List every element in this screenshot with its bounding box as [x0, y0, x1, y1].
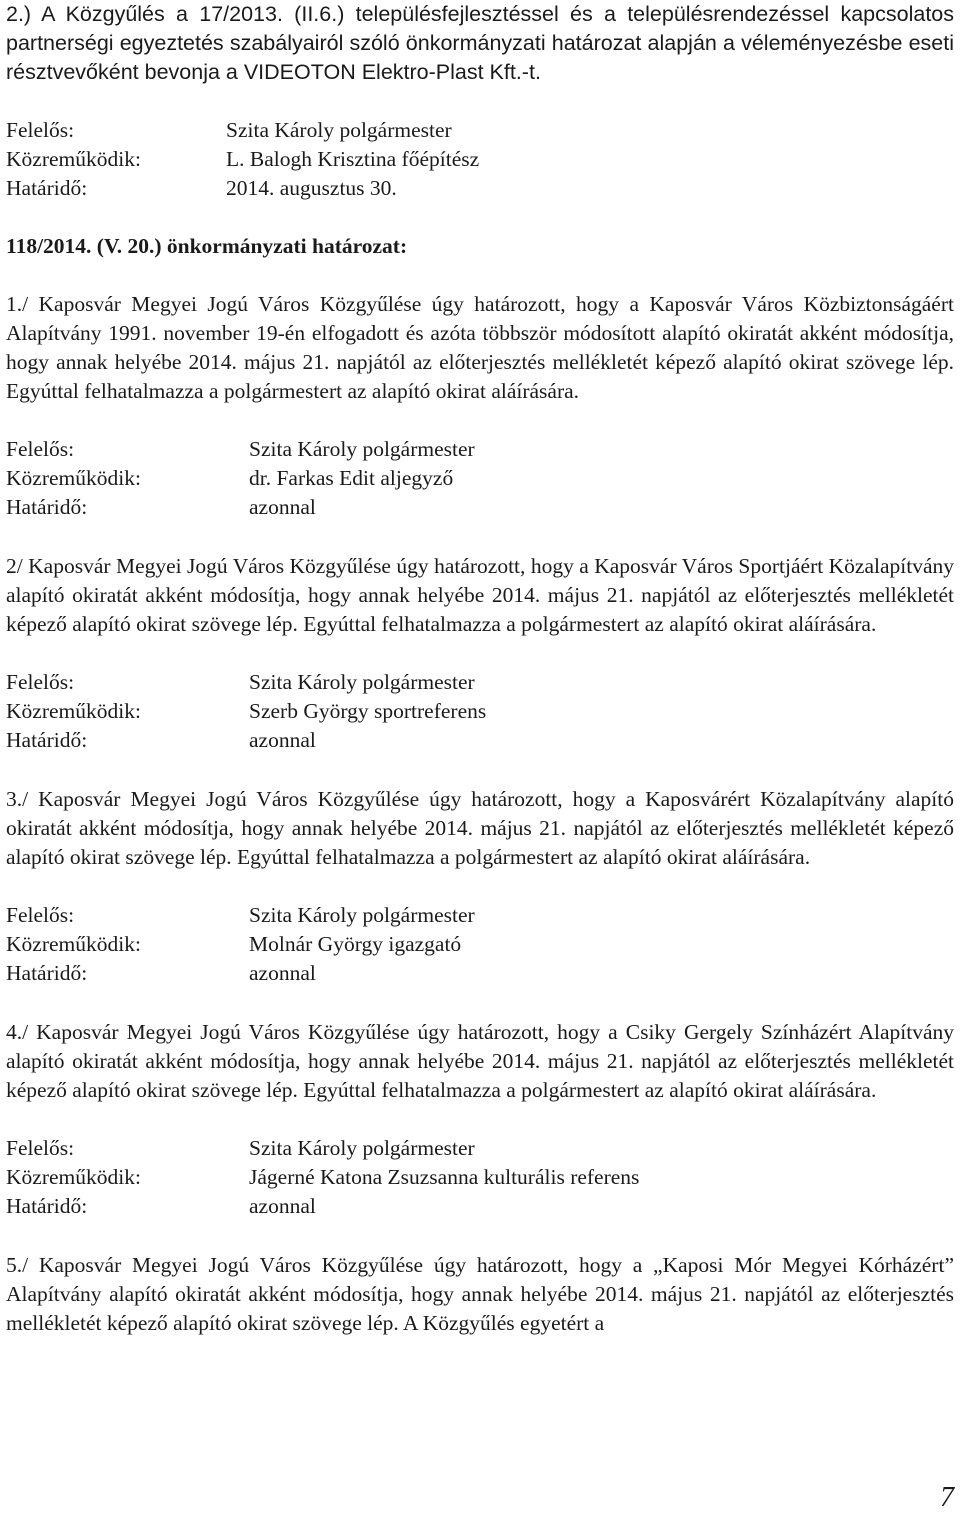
page-number: 7	[940, 1482, 954, 1513]
felelos-value: Szita Károly polgármester	[249, 1136, 475, 1160]
kozremukodik-value: Jágerné Katona Zsuzsanna kulturális referens	[249, 1165, 640, 1189]
felelos-label: Felelős:	[6, 670, 75, 694]
document-page	[6, 0, 954, 1338]
kozremukodik-label: Közreműködik:	[6, 466, 141, 490]
item-2-responsibility-block	[6, 668, 954, 755]
kozremukodik-label: Közreműködik:	[6, 147, 141, 171]
felelos-label: Felelős:	[6, 903, 75, 927]
resolution-heading: 118/2014. (V. 20.) önkormányzati határozat:	[6, 234, 408, 258]
hatarido-label: Határidő:	[6, 495, 88, 519]
hatarido-value: azonnal	[249, 728, 316, 752]
item-2-text: 2/ Kaposvár Megyei Jogú Város Közgyűlése úgy határozott, hogy a Kaposvár Város Sportjáért Közalapítvány alapító okiratát akként módosítja, hogy annak helyébe 2014. május 21. napjától az előterjesztés mellékletét képező alapító okirat szövege lép. Egyúttal felhatalmazza a polgármestert az alapító okirat aláírására.	[6, 554, 954, 636]
kozremukodik-value: Molnár György igazgató	[249, 932, 462, 956]
item-3-text: 3./ Kaposvár Megyei Jogú Város Közgyűlése úgy határozott, hogy a Kaposvárért Közalapítvány alapító okiratát akként módosítja, hogy annak helyébe 2014. május 21. napjától az előterjesztés mellékletét képező alapító okirat szövege lép. Egyúttal felhatalmazza a polgármestert az alapító okirat aláírására.	[6, 787, 954, 869]
kozremukodik-label: Közreműködik:	[6, 1165, 141, 1189]
felelos-label: Felelős:	[6, 1136, 75, 1160]
item-4-responsibility-block	[6, 1134, 954, 1221]
kozremukodik-label: Közreműködik:	[6, 699, 141, 723]
felelos-value: Szita Károly polgármester	[249, 903, 475, 927]
intro-paragraph: 2.) A Közgyűlés a 17/2013. (II.6.) településfejlesztéssel és a településrendezéssel kapcsolatos partnerségi egyeztetés szabályairól szóló önkormányzati határozat alapján a véleményezésbe eseti résztvevőként bevonja a VIDEOTON Elektro-Plast Kft.-t.	[6, 2, 954, 84]
felelos-label: Felelős:	[6, 437, 75, 461]
felelos-label: Felelős:	[6, 118, 75, 142]
hatarido-value: 2014. augusztus 30.	[226, 176, 397, 200]
felelos-value: Szita Károly polgármester	[226, 118, 452, 142]
hatarido-label: Határidő:	[6, 961, 88, 985]
intro-responsibility-block	[6, 116, 954, 203]
hatarido-value: azonnal	[249, 961, 316, 985]
kozremukodik-label: Közreműködik:	[6, 932, 141, 956]
hatarido-value: azonnal	[249, 1194, 316, 1218]
felelos-value: Szita Károly polgármester	[249, 437, 475, 461]
hatarido-label: Határidő:	[6, 176, 88, 200]
kozremukodik-value: L. Balogh Krisztina főépítész	[226, 147, 480, 171]
item-5-text: 5./ Kaposvár Megyei Jogú Város Közgyűlése úgy határozott, hogy a „Kaposi Mór Megyei Kórházért” Alapítvány alapító okiratát akként módosítja, hogy annak helyébe 2014. május 21. napjától az előterjesztés mellékletét képező alapító okirat szövege lép. A Közgyűlés egyetért a	[6, 1253, 954, 1335]
kozremukodik-value: Szerb György sportreferens	[249, 699, 487, 723]
kozremukodik-value: dr. Farkas Edit aljegyző	[249, 466, 454, 490]
item-3-responsibility-block	[6, 901, 954, 988]
hatarido-label: Határidő:	[6, 728, 88, 752]
item-1-responsibility-block	[6, 435, 954, 522]
item-4-text: 4./ Kaposvár Megyei Jogú Város Közgyűlése úgy határozott, hogy a Csiky Gergely Színházért Alapítvány alapító okiratát akként módosítja, hogy annak helyébe 2014. május 21. napjától az előterjesztés mellékletét képező alapító okirat szövege lép. Egyúttal felhatalmazza a polgármestert az alapító okirat aláírására.	[6, 1020, 954, 1102]
hatarido-label: Határidő:	[6, 1194, 88, 1218]
item-1-text: 1./ Kaposvár Megyei Jogú Város Közgyűlése úgy határozott, hogy a Kaposvár Város Közbiztonságáért Alapítvány 1991. november 19-én elfogadott és azóta többször módosított alapító okiratát akként módosítja, hogy annak helyébe 2014. május 21. napjától az előterjesztés mellékletét képező alapító okirat szövege lép. Egyúttal felhatalmazza a polgármestert az alapító okirat aláírására.	[6, 292, 954, 403]
hatarido-value: azonnal	[249, 495, 316, 519]
felelos-value: Szita Károly polgármester	[249, 670, 475, 694]
